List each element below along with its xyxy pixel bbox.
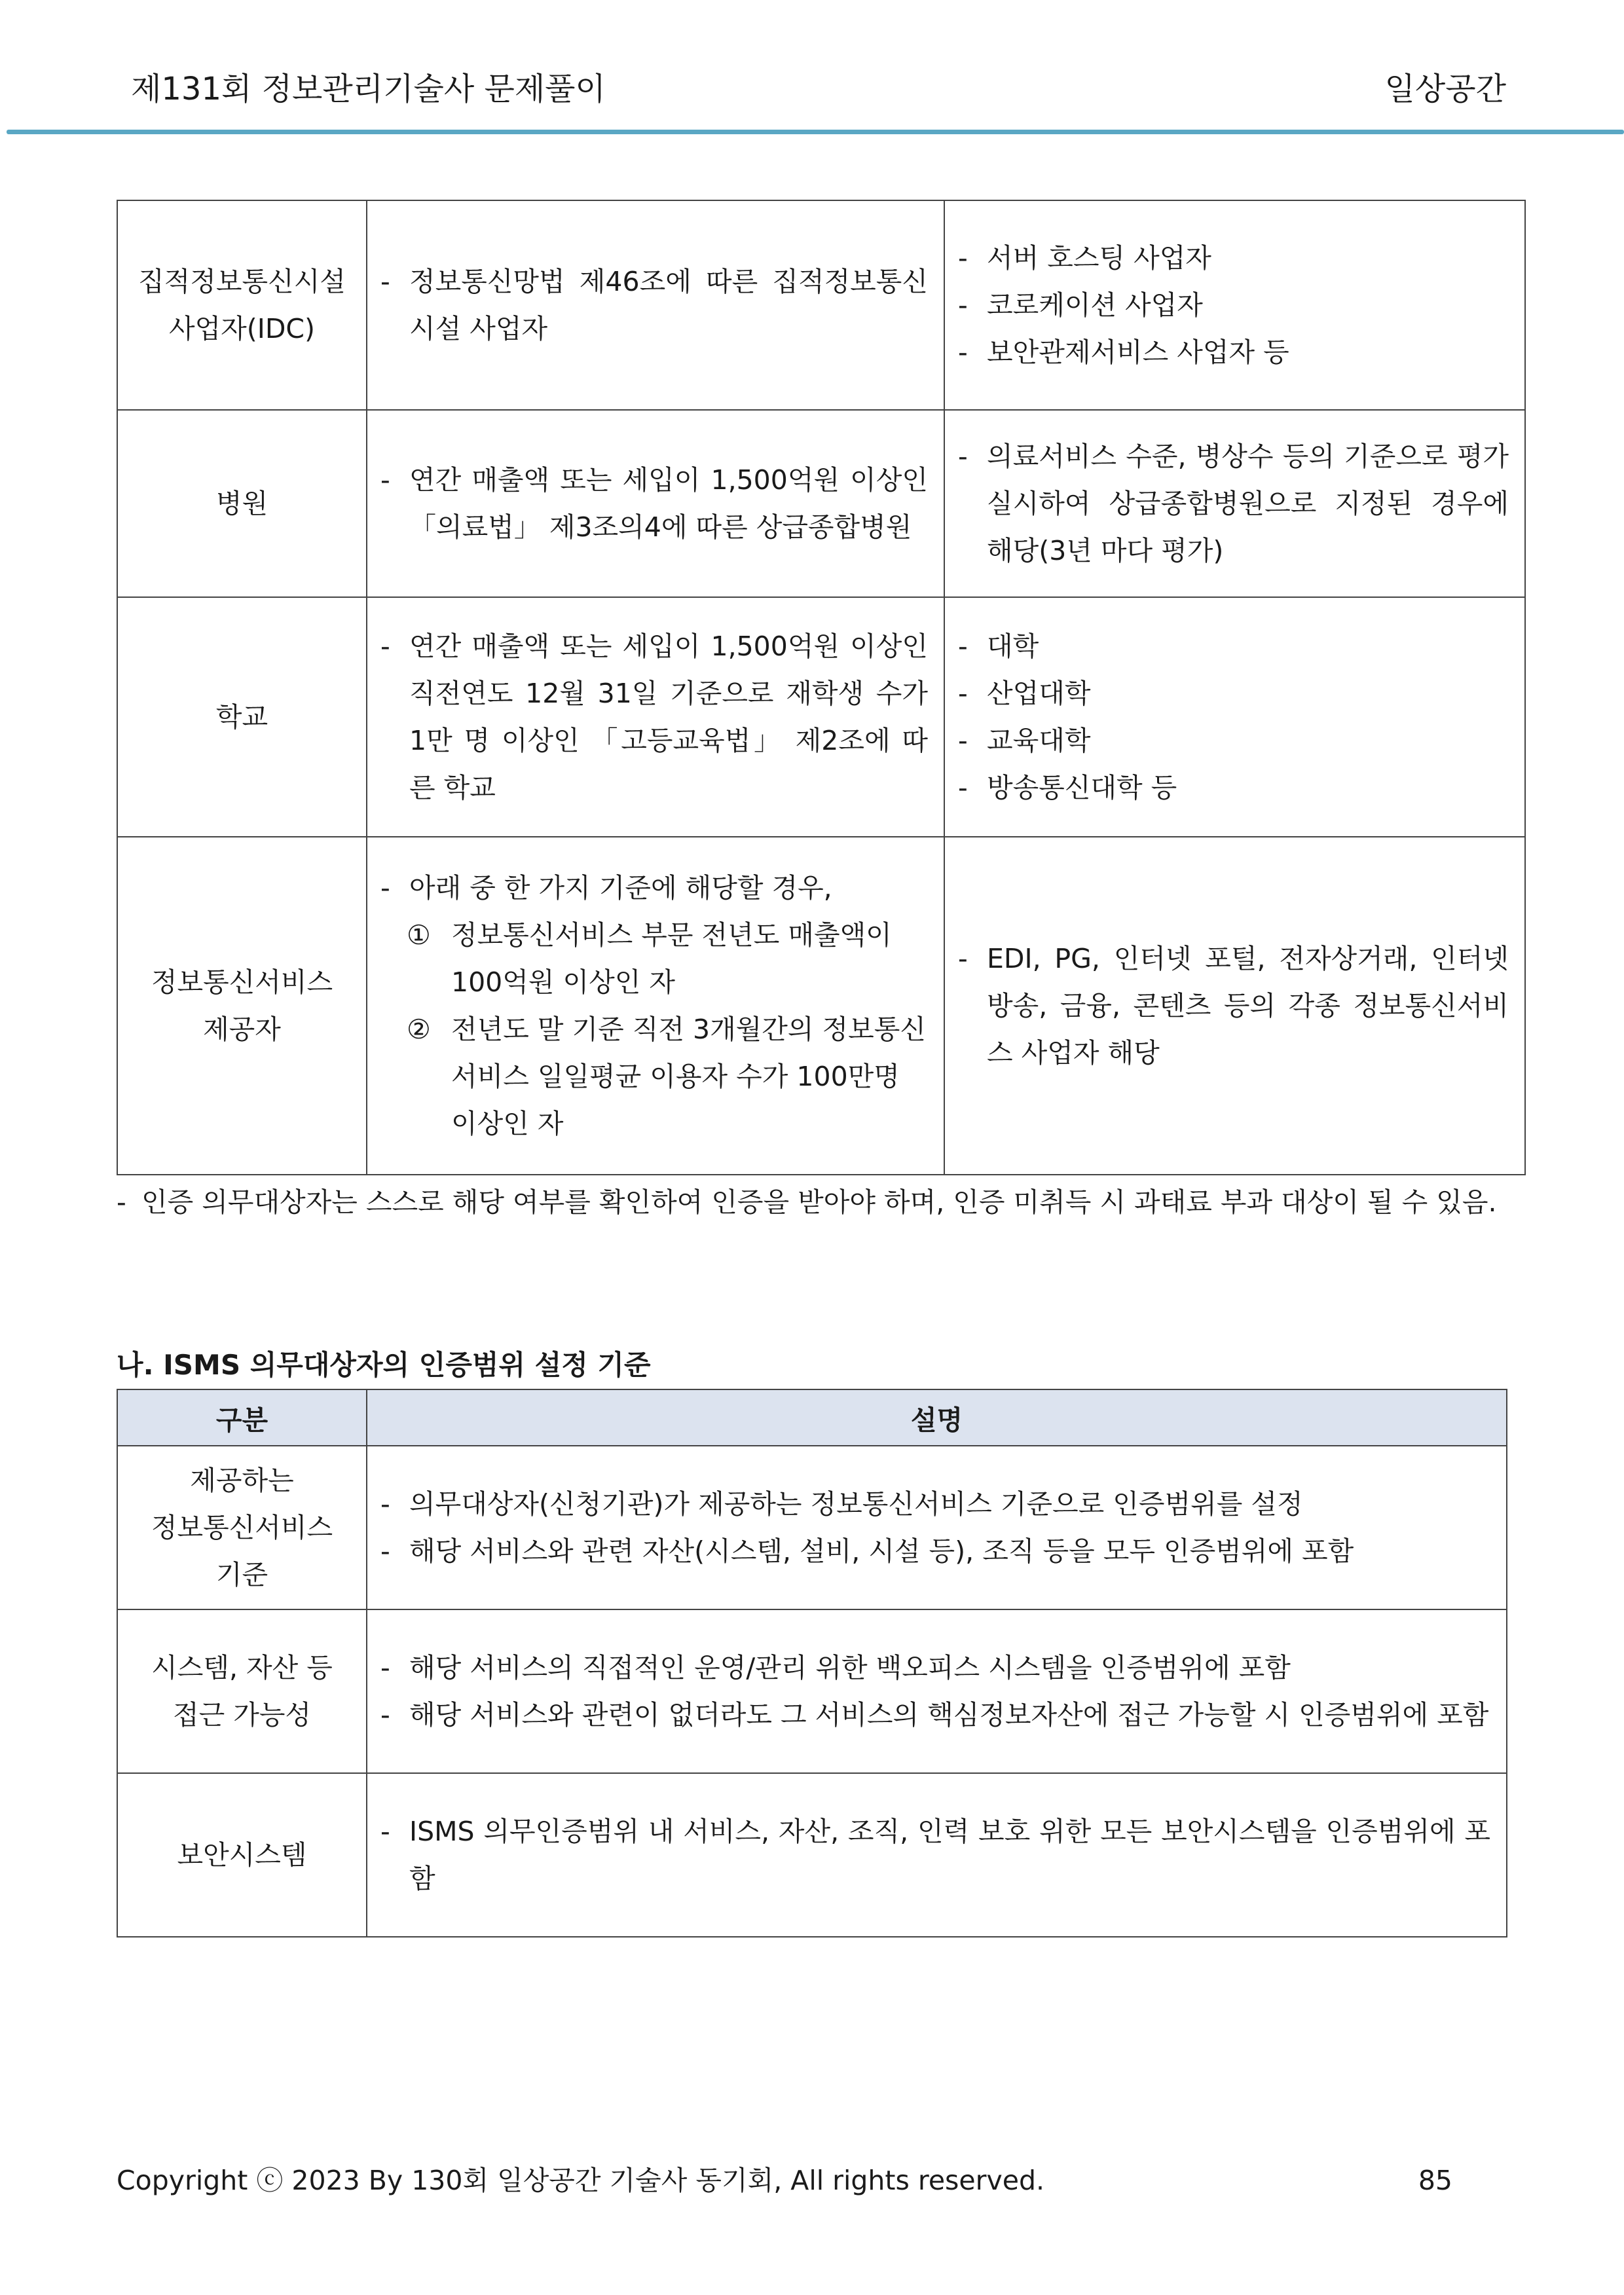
mandatory-targets-table <box>117 200 1526 1175</box>
note-paragraph <box>117 1179 1505 1226</box>
category-cell <box>117 410 367 597</box>
list-item: - 의무대상자(신청기관)가 제공하는 정보통신서비스 기준으로 인증범위를 설정 <box>380 1480 1490 1528</box>
description-cell <box>367 1773 1507 1937</box>
category-cell <box>117 597 367 837</box>
table-header-row <box>117 1389 1507 1446</box>
table-row <box>117 1609 1507 1773</box>
list-item: - 연간 매출액 또는 세입이 1,500억원 이상인 「의료법」 제3조의4에 따른 상급종합병원 <box>380 456 928 551</box>
list-item: - 방송통신대학 등 <box>958 764 1509 811</box>
category-line: 기준 <box>215 1559 268 1590</box>
table-row <box>117 200 1525 410</box>
list-item: - 해당 서비스와 관련이 없더라도 그 서비스의 핵심정보자산에 접근 가능할 시 인증범위에 포함 <box>380 1691 1490 1738</box>
column-header: 구분 <box>117 1389 367 1446</box>
note-text: 인증 의무대상자는 스스로 해당 여부를 확인하여 인증을 받아야 하며, 인증 미취득 시 과태료 부과 대상이 될 수 있음. <box>141 1186 1497 1218</box>
page-footer <box>117 2161 1452 2200</box>
copyright-text: Copyright ⓒ 2023 By 130회 일상공간 기술사 동기회, All rights reserved. <box>117 2165 1045 2196</box>
item-number: ② <box>407 1014 431 1045</box>
list-item: - 교육대학 <box>958 717 1509 764</box>
list-item: - 산업대학 <box>958 670 1509 717</box>
list-item: - EDI, PG, 인터넷 포털, 전자상거래, 인터넷 방송, 금융, 콘텐츠 등의 각종 정보통신서비스 사업자 해당 <box>958 935 1509 1076</box>
table-row <box>117 1773 1507 1937</box>
category-line: 정보통신서비스 <box>151 966 333 998</box>
category-line: 병원 <box>215 488 268 519</box>
description-cell <box>367 1609 1507 1773</box>
list-item: - 아래 중 한 가지 기준에 해당할 경우, <box>380 864 928 911</box>
category-cell <box>117 200 367 410</box>
category-cell <box>117 1773 367 1937</box>
item-text: 전년도 말 기준 직전 3개월간의 정보통신서비스 일일평균 이용자 수가 100만명 이상인 자 <box>451 1014 926 1139</box>
table-row <box>117 1446 1507 1609</box>
category-line: 접근 가능성 <box>172 1699 312 1731</box>
examples-cell <box>944 410 1525 597</box>
criteria-cell <box>367 410 944 597</box>
column-header: 설명 <box>367 1389 1507 1446</box>
category-line: 정보통신서비스 <box>151 1512 333 1543</box>
category-line: 제공자 <box>203 1014 281 1045</box>
list-item: - 의료서비스 수준, 병상수 등의 기준으로 평가 실시하여 상급종합병원으로 지정된 경우에 해당(3년 마다 평가) <box>958 433 1509 574</box>
page-number: 85 <box>1418 2165 1452 2196</box>
category-cell <box>117 1609 367 1773</box>
brand-name: 일상공간 <box>1384 71 1506 107</box>
list-item: - ISMS 의무인증범위 내 서비스, 자산, 조직, 인력 보호 위한 모든 보안시스템을 인증범위에 포함 <box>380 1808 1490 1902</box>
table-row <box>117 837 1525 1175</box>
category-cell <box>117 837 367 1175</box>
list-item: - 대학 <box>958 623 1509 670</box>
page-header <box>131 63 1506 115</box>
list-item: - 해당 서비스와 관련 자산(시스템, 설비, 시설 등), 조직 등을 모두 인증범위에 포함 <box>380 1528 1490 1575</box>
category-line: 시스템, 자산 등 <box>151 1652 333 1683</box>
criteria-cell <box>367 837 944 1175</box>
category-line: 집적정보통신시설 <box>138 266 346 297</box>
document-title: 제131회 정보관리기술사 문제풀이 <box>131 71 606 107</box>
list-item: - 서버 호스팅 사업자 <box>958 234 1509 282</box>
list-item: - 정보통신망법 제46조에 따른 집적정보통신시설 사업자 <box>380 258 928 352</box>
category-line: 제공하는 <box>190 1465 294 1496</box>
numbered-item <box>380 911 928 1006</box>
section-title: 나. ISMS 의무대상자의 인증범위 설정 기준 <box>117 1349 651 1381</box>
table-row <box>117 410 1525 597</box>
examples-cell <box>944 200 1525 410</box>
header-divider <box>7 130 1624 134</box>
category-cell <box>117 1446 367 1609</box>
list-item: - 보안관제서비스 사업자 등 <box>958 329 1509 376</box>
list-item: - 연간 매출액 또는 세입이 1,500억원 이상인 직전연도 12월 31일 기준으로 재학생 수가 1만 명 이상인 「고등교육법」 제2조에 따른 학교 <box>380 623 928 811</box>
table-row <box>117 597 1525 837</box>
item-text: 정보통신서비스 부문 전년도 매출액이 100억원 이상인 자 <box>451 919 892 998</box>
note-dash: - <box>117 1186 126 1218</box>
category-line: 사업자(IDC) <box>168 313 316 344</box>
list-item: - 코로케이션 사업자 <box>958 282 1509 329</box>
criteria-cell <box>367 597 944 837</box>
examples-cell <box>944 597 1525 837</box>
scope-criteria-table <box>117 1389 1507 1937</box>
category-line: 학교 <box>215 701 268 733</box>
description-cell <box>367 1446 1507 1609</box>
category-line: 보안시스템 <box>177 1839 307 1871</box>
item-number: ① <box>407 919 431 951</box>
numbered-item <box>380 1006 928 1147</box>
examples-cell <box>944 837 1525 1175</box>
list-item: - 해당 서비스의 직접적인 운영/관리 위한 백오피스 시스템을 인증범위에 포함 <box>380 1644 1490 1691</box>
criteria-cell <box>367 200 944 410</box>
